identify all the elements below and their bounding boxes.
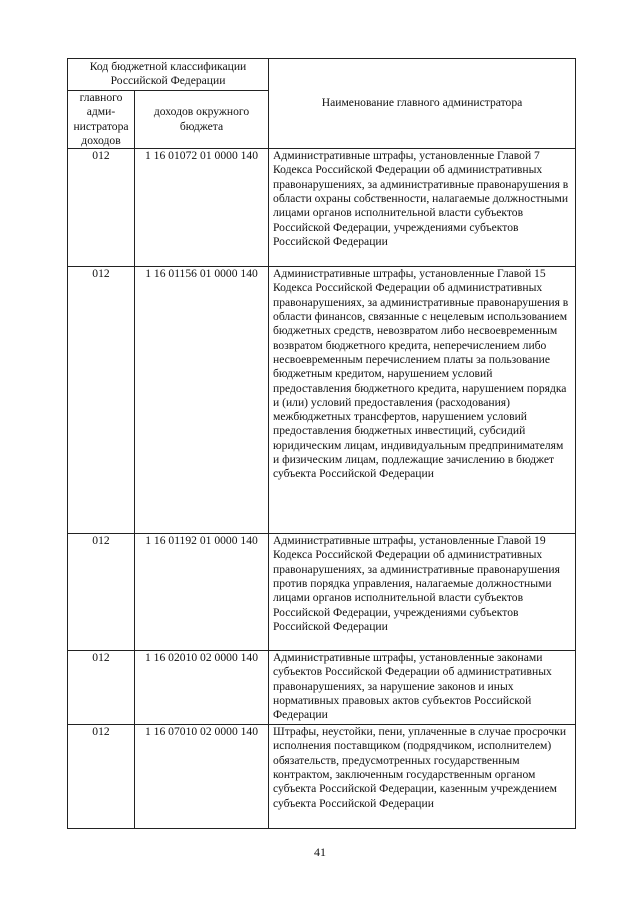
table-row [68, 534, 576, 651]
admin-name-cell: Административные штрафы, установленные законами субъектов Российской Федерации об административных правонарушениях, за нарушение законов и иных нормативных правовых актов субъектов Российской Федерации [269, 651, 576, 725]
budget-classification-table [67, 58, 576, 829]
admin-name-cell: Административные штрафы, установленные Главой 19 Кодекса Российской Федерации об административных правонарушениях, за административные правонарушения против порядка управления, налагаемые должностными лицами органов исполнительной власти субъектов Российской Федерации, учреждениями субъектов Российской Федерации [269, 534, 576, 651]
revenue-code-cell: 1 16 01156 01 0000 140 [135, 267, 269, 534]
admin-code-cell: 012 [68, 651, 135, 725]
admin-code-cell: 012 [68, 534, 135, 651]
document-table-wrapper [67, 58, 576, 829]
table-row [68, 149, 576, 267]
revenue-code-header: доходов окружного бюджета [135, 91, 269, 149]
page-number: 41 [314, 845, 326, 859]
admin-name-header: Наименование главного администратора [269, 59, 576, 149]
revenue-code-cell: 1 16 07010 02 0000 140 [135, 725, 269, 829]
table-row [68, 725, 576, 829]
revenue-code-cell: 1 16 02010 02 0000 140 [135, 651, 269, 725]
revenue-code-cell: 1 16 01192 01 0000 140 [135, 534, 269, 651]
admin-code-cell: 012 [68, 267, 135, 534]
revenue-code-cell: 1 16 01072 01 0000 140 [135, 149, 269, 267]
chief-admin-code-header: главного адми-нистратора доходов [68, 91, 135, 149]
admin-name-cell: Административные штрафы, установленные Главой 7 Кодекса Российской Федерации об административных правонарушениях, за административные правонарушения в области охраны собственности, налагаемые должностными лицами органов исполнительной власти субъектов Российской Федерации, учреждениями субъектов Российской Федерации [269, 149, 576, 267]
admin-code-cell: 012 [68, 725, 135, 829]
admin-name-cell: Административные штрафы, установленные Главой 15 Кодекса Российской Федерации об административных правонарушениях, за административные правонарушения в области финансов, связанные с нецелевым использованием бюджетных средств, невозвратом либо несвоевременным возвратом бюджетного кредита, неперечислением либо несвоевременным перечислением платы за пользование бюджетным кредитом, нарушением условий предоставления бюджетного кредита, нарушением порядка и (или) условий предоставления (расходования) межбюджетных трансфертов, нарушением условий предоставления бюджетных инвестиций, субсидий юридическим лицам, индивидуальным предпринимателям и физическим лицам, подлежащие зачислению в бюджет субъекта Российской Федерации [269, 267, 576, 534]
admin-code-cell: 012 [68, 149, 135, 267]
admin-name-cell: Штрафы, неустойки, пени, уплаченные в случае просрочки исполнения поставщиком (подрядчиком, исполнителем) обязательств, предусмотренных государственным контрактом, заключенным государственным органом субъекта Российской Федерации, казенным учреждением субъекта Российской Федерации [269, 725, 576, 829]
kbk-header: Код бюджетной классификации Российской Федерации [68, 59, 269, 91]
table-row [68, 267, 576, 534]
table-row [68, 651, 576, 725]
